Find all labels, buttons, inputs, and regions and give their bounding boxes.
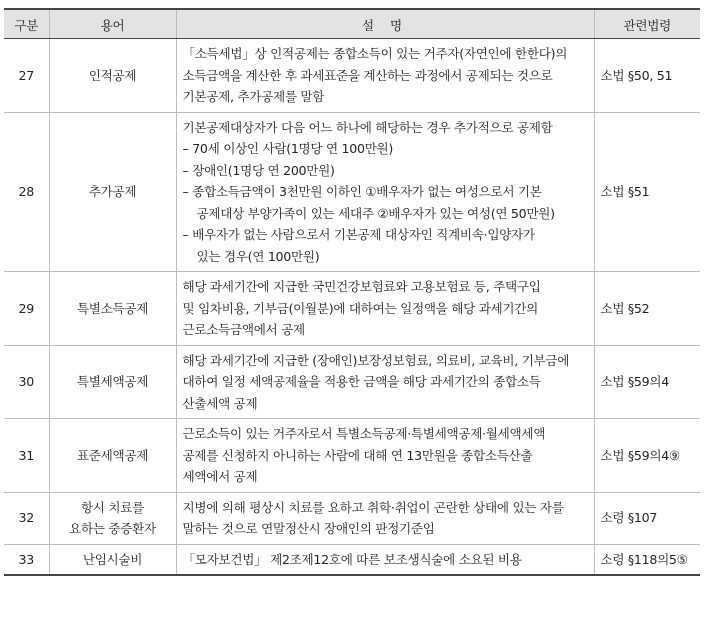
description-line: 및 임차비용, 기부금(이월분)에 대하여는 일정액을 해당 과세기간의	[182, 300, 539, 316]
description-cell	[176, 39, 594, 113]
table-row	[4, 492, 700, 544]
term-text: 인적공제	[88, 67, 137, 83]
term-text: 요하는 중증환자	[69, 521, 156, 536]
term-text: 난임시술비	[82, 551, 143, 567]
term-text: 항시 치료를	[80, 499, 145, 515]
description-line: 공제대상 부양가족이 있는 세대주 ②배우자가 있는 여성(연 50만원)	[196, 205, 555, 221]
related-law: 소령 §107	[594, 492, 700, 544]
related-law: 소령 §118의5⑤	[594, 544, 700, 575]
description-line: 기본공제, 추가공제를 말함	[182, 89, 325, 104]
description-cell	[176, 544, 594, 575]
description-line: – 종합소득금액이 3천만원 이하인 ①배우자가 없는 여성으로서 기본	[182, 184, 542, 199]
table-row	[4, 39, 700, 113]
term-text: 추가공제	[88, 184, 137, 199]
table-header	[4, 9, 700, 39]
description-line: 해당 과세기간에 지급한 국민건강보험료와 고용보험료 등, 주택구입	[182, 279, 541, 294]
table-row	[4, 419, 700, 493]
table-row	[4, 272, 700, 346]
row-number: 30	[4, 345, 49, 419]
term-text: 특별소득공제	[76, 300, 149, 316]
row-number: 27	[4, 39, 49, 113]
header-term: 용어	[49, 9, 176, 39]
term-cell	[49, 272, 176, 346]
description-line: 근로소득금액에서 공제	[182, 322, 305, 337]
related-law: 소법 §52	[594, 272, 700, 346]
description-line: – 배우자가 없는 사람으로서 기본공제 대상자인 직계비속·입양자가	[182, 227, 535, 242]
description-line: 말하는 것으로 연말정산시 장애인의 판정기준임	[182, 521, 435, 536]
row-number: 33	[4, 544, 49, 575]
description-line: 산출세액 공제	[182, 395, 258, 411]
header-desc: 설 명	[176, 9, 594, 39]
term-cell	[49, 345, 176, 419]
header-num: 구분	[4, 9, 49, 39]
description-cell	[176, 272, 594, 346]
term-cell	[49, 112, 176, 272]
term-cell	[49, 419, 176, 493]
description-line: 기본공제대상자가 다음 어느 하나에 해당하는 경우 추가적으로 공제함	[182, 119, 553, 135]
description-cell	[176, 492, 594, 544]
table-body	[4, 39, 700, 576]
description-line: 있는 경우(연 100만원)	[196, 248, 320, 264]
description-line: 세액에서 공제	[182, 469, 258, 484]
related-law: 소법 §59의4	[594, 345, 700, 419]
description-cell	[176, 112, 594, 272]
glossary-table	[4, 8, 700, 576]
description-line: 「모자보건법」 제2조제12호에 따른 보조생식술에 소요된 비용	[182, 551, 522, 567]
row-number: 28	[4, 112, 49, 272]
table-row	[4, 345, 700, 419]
table-row	[4, 544, 700, 575]
row-number: 31	[4, 419, 49, 493]
related-law: 소법 §51	[594, 112, 700, 272]
header-law: 관련법령	[594, 9, 700, 39]
description-line: 대하여 일정 세액공제율을 적용한 금액을 해당 과세기간의 종합소득	[182, 374, 541, 389]
term-cell	[49, 492, 176, 544]
related-law: 소법 §50, 51	[594, 39, 700, 113]
header-row	[4, 9, 700, 39]
description-line: 지병에 의해 평상시 치료를 요하고 취학·취업이 곤란한 상태에 있는 자를	[182, 499, 564, 515]
description-line: 공제를 신청하지 아니하는 사람에 대해 연 13만원을 종합소득산출	[182, 447, 533, 463]
term-cell	[49, 544, 176, 575]
description-line: – 장애인(1명당 연 200만원)	[182, 162, 335, 178]
description-line: 해당 과세기간에 지급한 (장애인)보장성보험료, 의료비, 교육비, 기부금에	[182, 352, 570, 368]
term-cell	[49, 39, 176, 113]
table-row	[4, 112, 700, 272]
description-cell	[176, 419, 594, 493]
description-line: 근로소득이 있는 거주자로서 특별소득공제·특별세액공제·월세액세액	[182, 426, 546, 441]
related-law: 소법 §59의4⑨	[594, 419, 700, 493]
description-line: 「소득세법」상 인적공제는 종합소득이 있는 거주자(자연인에 한한다)의	[182, 46, 568, 61]
description-cell	[176, 345, 594, 419]
term-text: 특별세액공제	[76, 374, 149, 389]
description-line: 소득금액을 계산한 후 과세표준을 계산하는 과정에서 공제되는 것으로	[182, 67, 553, 83]
row-number: 29	[4, 272, 49, 346]
description-line: – 70세 이상인 사람(1명당 연 100만원)	[182, 141, 394, 156]
term-text: 표준세액공제	[76, 447, 149, 463]
row-number: 32	[4, 492, 49, 544]
